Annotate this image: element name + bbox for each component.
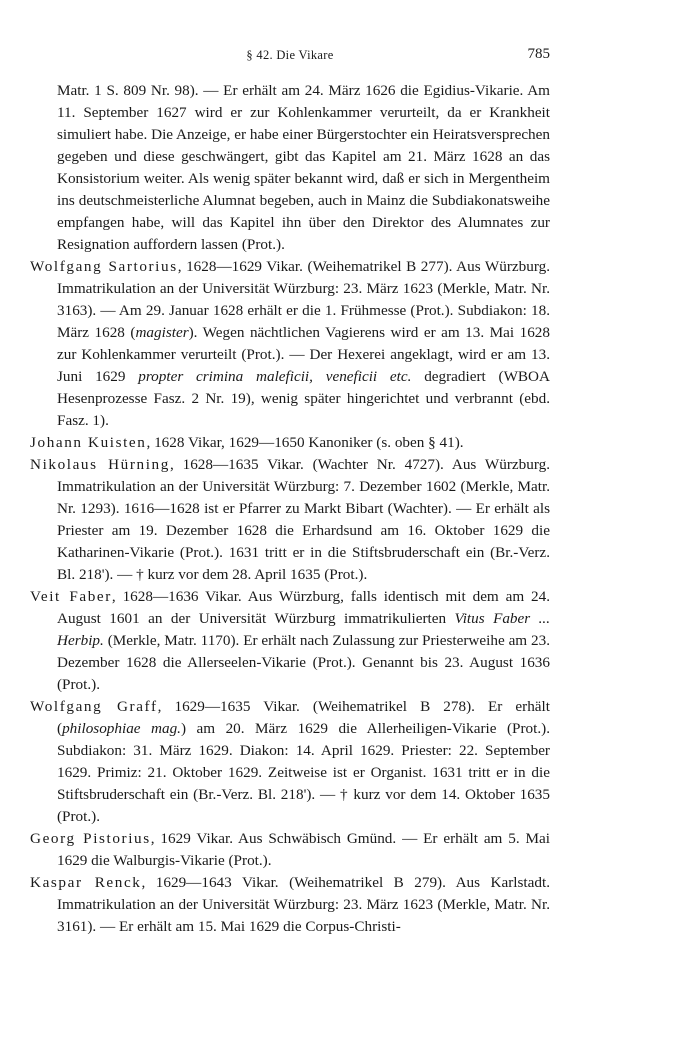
entry-name: Nikolaus Hürning <box>30 456 170 473</box>
entry-text: , 1628—1635 Vikar. (Wachter Nr. 4727). Aus Würzburg. Immatrikulation an der Universität Würzburg: 7. Dezember 1602 (Merkle, Matr. Nr. 1293). 1616—1628 ist er Pfarrer zu Markt Bibart (Wachter). — Er erhält als Priester am 19. Dezember 1628 die Erhardsund am 16. Oktober 1629 die Katharinen-Vikarie (Prot.). 1631 tritt er in die Stiftsbruderschaft ein (Br.-Verz. Bl. 218'). — † kurz vor dem 28. April 1635 (Prot.). <box>57 456 551 583</box>
entry-georg-pistorius <box>30 828 550 872</box>
body-text <box>30 80 550 938</box>
entry-name: Wolfgang Graff <box>30 698 158 715</box>
entry-name: Georg Pistorius <box>30 830 151 847</box>
entry-text: (Merkle, Matr. 1170). Er erhält nach Zulassung zur Priesterweihe am 23. Dezember 1628 die Allerseelen-Vikarie (Prot.). Genannt bis 23. August 1636 (Prot.). <box>57 632 550 693</box>
entry-text: , 1629 Vikar. Aus Schwäbisch Gmünd. — Er erhält am 5. Mai 1629 die Walburgis-Vikarie (Prot.). <box>57 830 550 869</box>
entry-text: , 1628 Vikar, 1629—1650 Kanoniker (s. oben § 41). <box>146 434 464 451</box>
entry-wolfgang-graff <box>30 696 550 828</box>
entry-text: , 1629—1635 Vikar. (Weihematrikel B 278). Er erhält ( <box>57 698 550 737</box>
page-number: 785 <box>527 46 550 62</box>
entry-continuation <box>30 80 550 256</box>
entry-name: Johann Kuisten <box>30 434 147 451</box>
entry-italic-text: propter crimina maleficii, veneficii etc. <box>138 368 412 385</box>
entry-kaspar-renck <box>30 872 550 938</box>
entry-italic-text: philosophiae mag. <box>62 720 181 737</box>
entry-text: ). Wegen nächtlichen Vagierens wird er am 13. Mai 1628 zur Kohlenkammer verurteilt (Prot.). — Der Hexerei angeklagt, wird er am 13. Juni 1629 <box>57 324 550 385</box>
entry-name: Kaspar Renck <box>30 874 142 891</box>
entry-name: Veit Faber <box>30 588 112 605</box>
entry-wolfgang-sartorius <box>30 256 550 432</box>
entry-text: , 1628—1636 Vikar. Aus Würzburg, falls identisch mit dem am 24. August 1601 an der Universität Würzburg immatrikulierten <box>57 588 551 627</box>
entry-text: , 1628—1629 Vikar. (Weihematrikel B 277). Aus Würzburg. Immatrikulation an der Universität Würzburg: 23. März 1623 (Merkle, Matr. Nr. 3163). — Am 29. Januar 1628 erhält er die 1. Frühmesse (Prot.). Subdiakon: 18. März 1628 ( <box>57 258 551 341</box>
entry-veit-faber <box>30 586 550 696</box>
entry-name: Wolfgang Sartorius <box>30 258 178 275</box>
entry-text: Matr. 1 S. 809 Nr. 98). — Er erhält am 24. März 1626 die Egidius-Vikarie. Am 11. September 1627 wird er zur Kohlenkammer verurteilt, da er Krankheit simuliert habe. Die Anzeige, er habe einer Bürgerstochter ein Heiratsversprechen gegeben und diese geschwängert, gibt das Kapitel am 21. März 1628 an das Konsistorium weiter. Als wenig später bekannt wird, daß er sich in Mergentheim ins deutschmeisterliche Alumnat begeben, auch in Mainz die Subdiakonatsweihe empfangen habe, will das Kapitel ihn über den Direktor des Alumnates zur Resignation auffordern lassen (Prot.). <box>57 82 550 253</box>
entry-italic-text: Vitus Faber ... Herbip. <box>57 610 550 649</box>
running-header <box>30 48 550 68</box>
entry-text: , 1629—1643 Vikar. (Weihematrikel B 279). Aus Karlstadt. Immatrikulation an der Universität Würzburg: 23. März 1623 (Merkle, Matr. Nr. 3161). — Er erhält am 15. Mai 1629 die Corpus-Christi- <box>57 874 551 935</box>
entry-nikolaus-huerning <box>30 454 550 586</box>
entry-text: degradiert (WBOA Hesenprozesse Fasz. 2 Nr. 19), wenig später hingerichtet und verbrannt (ebd. Fasz. 1). <box>57 368 550 429</box>
entry-text: ) am 20. März 1629 die Allerheiligen-Vikarie (Prot.). Subdiakon: 31. März 1629. Diakon: 14. April 1629. Priester: 22. September 1629. Primiz: 21. Oktober 1629. Zeitweise ist er Organist. 1631 tritt er in die Stiftsbruderschaft ein (Br.-Verz. Bl. 218'). — † kurz vor dem 14. Oktober 1635 (Prot.). <box>57 720 550 825</box>
entry-italic-text: magister <box>135 324 189 341</box>
entry-johann-kuisten <box>30 432 550 454</box>
running-title: § 42. Die Vikare <box>246 48 334 62</box>
